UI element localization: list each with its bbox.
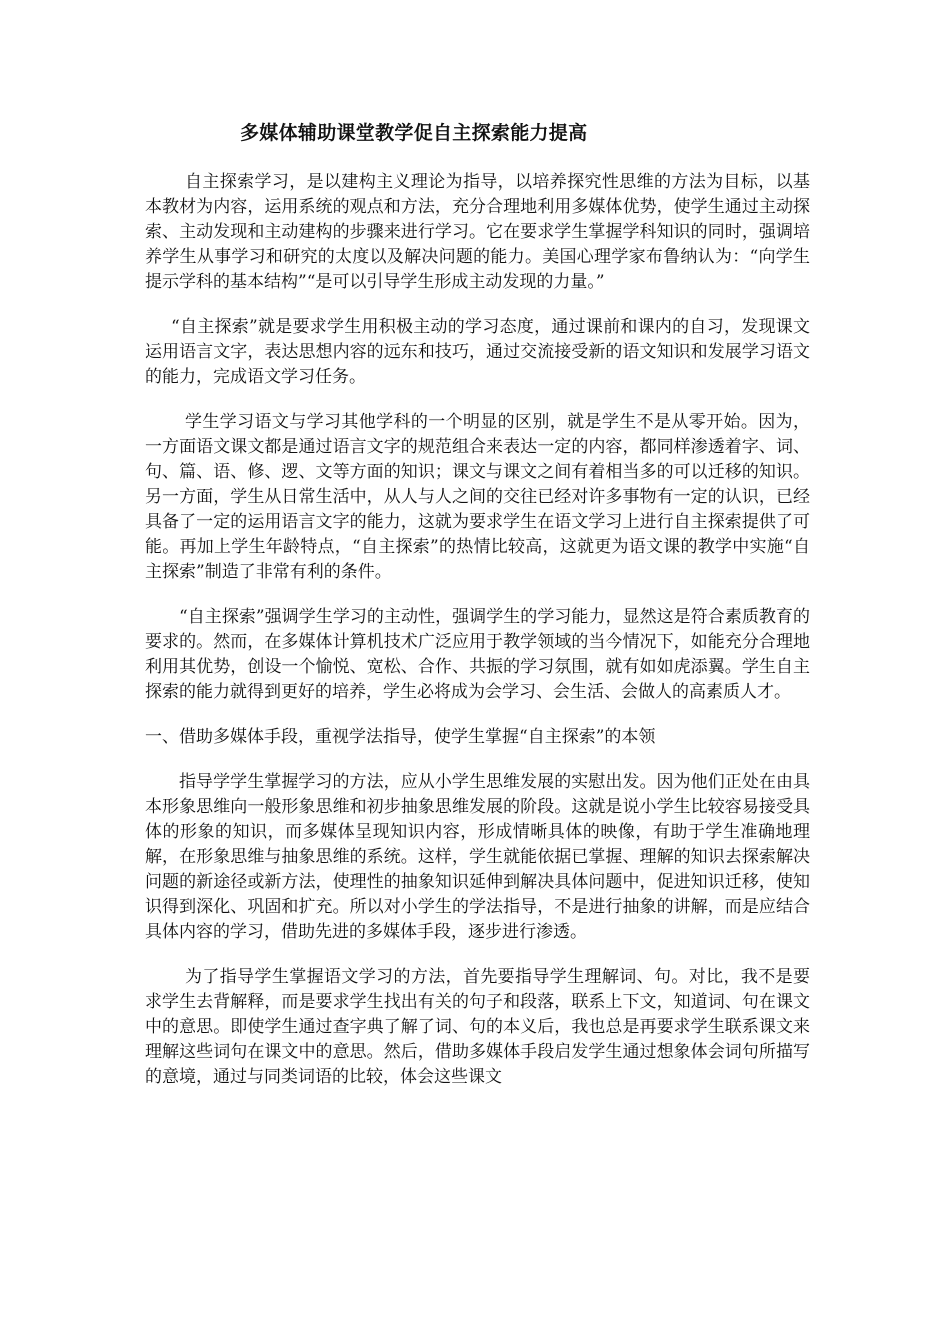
- document-body: [145, 118, 810, 1110]
- paragraph-1: 自主探索学习，是以建构主义理论为指导，以培养探究性思维的方法为目标，以基本教材为内容，运用系统的观点和方法，充分合理地利用多媒体优势，使学生通过主动探索、主动发现和主动建构的步骤来进行学习。它在要求学生掌握学科知识的同时，强调培养学生从事学习和研究的太度以及解决问题的能力。美国心理学家布鲁纳认为：“向学生提示学科的基本结构”“是可以引导学生形成主动发现的力量。”: [145, 172, 810, 292]
- paragraph-4: “自主探索”强调学生学习的主动性，强调学生的学习能力，显然这是符合素质教育的要求的。然而，在多媒体计算机技术广泛应用于教学领域的当今情况下，如能充分合理地利用其优势，创设一个愉悦、宽松、合作、共振的学习氛围，就有如如虎添翼。学生自主探索的能力就得到更好的培养，学生必将成为会学习、会生活、会做人的高素质人才。: [145, 607, 810, 702]
- paragraph-2: “自主探索”就是要求学生用积极主动的学习态度，通过课前和课内的自习，发现课文运用语言文字，表达思想内容的远东和技巧，通过交流接受新的语文知识和发展学习语文的能力，完成语文学习任务。: [145, 317, 810, 387]
- section-paragraph-2: 为了指导学生掌握语文学习的方法，首先要指导学生理解词、句。对比，我不是要求学生去背解释，而是要求学生找出有关的句子和段落，联系上下文，知道词、句在课文中的意思。即使学生通过查字典了解了词、句的本义后，我也总是再要求学生联系课文来理解这些词句在课文中的意思。然后，借助多媒体手段启发学生通过想象体会词句所描写的意境，通过与同类词语的比较，体会这些课文: [145, 967, 810, 1087]
- section-paragraph-1: 指导学学生掌握学习的方法，应从小学生思维发展的实慰出发。因为他们正处在由具本形象思维向一般形象思维和初步抽象思维发展的阶段。这就是说小学生比较容易接受具体的形象的知识，而多媒体呈现知识内容，形成情晰具体的映像，有助于学生准确地理解，在形象思维与抽象思维的系统。这样，学生就能依据已掌握、理解的知识去探索解决问题的新途径或新方法，使理性的抽象知识延伸到解决具体问题中，促进知识迁移，使知识得到深化、巩固和扩充。所以对小学生的学法指导，不是进行抽象的讲解，而是应结合具体内容的学习，借助先进的多媒体手段，逐步进行渗透。: [145, 772, 810, 942]
- section-heading: 一、借助多媒体手段，重视学法指导，使学生掌握“自主探索”的本领: [145, 727, 656, 747]
- paragraph-3: 学生学习语文与学习其他学科的一个明显的区别，就是学生不是从零开始。因为，一方面语文课文都是通过语言文字的规范组合来表达一定的内容，都同样渗透着字、词、句、篇、语、修、逻、文等方面的知识；课文与课文之间有着相当多的可以迁移的知识。另一方面，学生从日常生活中，从人与人之间的交往已经对许多事物有一定的认识，已经具备了一定的运用语言文字的能力，这就为要求学生在语文学习上进行自主探索提供了可能。再加上学生年龄特点，“自主探索”的热情比较高，这就更为语文课的教学中实施“自主探索”制造了非常有利的条件。: [145, 412, 810, 582]
- page-title: 多媒体辅助课堂教学促自主探索能力提高: [240, 122, 588, 144]
